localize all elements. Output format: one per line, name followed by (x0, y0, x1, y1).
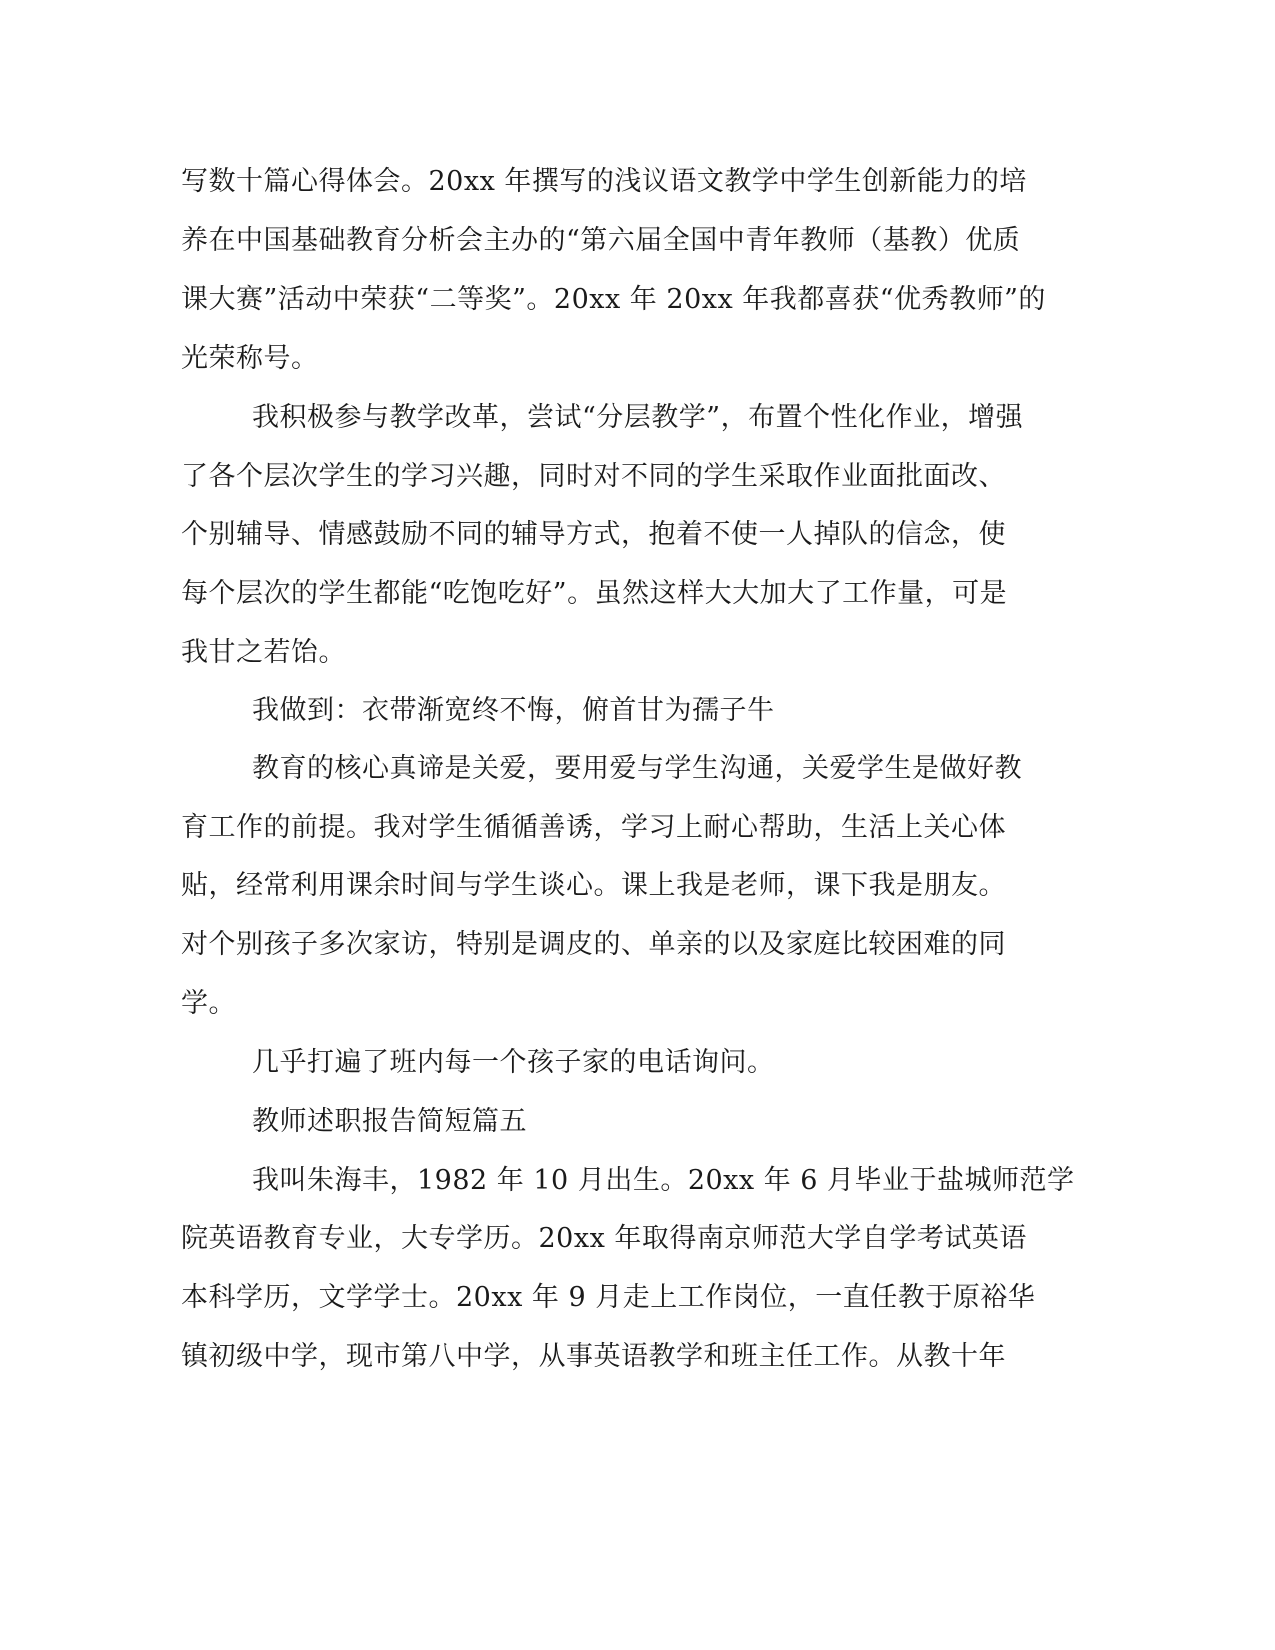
paragraph-start-line: 我叫朱海丰，1982 年 10 月出生。20xx 年 6 月毕业于盐城师范学 (252, 1165, 1075, 1196)
text-line: 镇初级中学，现市第八中学，从事英语教学和班主任工作。从教十年 (181, 1341, 1006, 1372)
text-line: 课大赛”活动中荣获“二等奖”。20xx 年 20xx 年我都喜获“优秀教师”的 (181, 284, 1046, 315)
text-line: 我甘之若饴。 (181, 637, 346, 668)
text-line: 养在中国基础教育分析会主办的“第六届全国中青年教师（基教）优质 (181, 225, 1021, 256)
text-line: 贴，经常利用课余时间与学生谈心。课上我是老师，课下我是朋友。 (181, 870, 1006, 901)
text-line: 对个别孩子多次家访，特别是调皮的、单亲的以及家庭比较困难的同 (181, 929, 1006, 960)
text-line: 光荣称号。 (181, 343, 319, 374)
paragraph-start-line: 几乎打遍了班内每一个孩子家的电话询问。 (252, 1047, 775, 1078)
text-line: 院英语教育专业，大专学历。20xx 年取得南京师范大学自学考试英语 (181, 1223, 1027, 1254)
text-line: 个别辅导、情感鼓励不同的辅导方式，抱着不使一人掉队的信念，使 (181, 519, 1006, 550)
text-line: 了各个层次学生的学习兴趣，同时对不同的学生采取作业面批面改、 (181, 461, 1006, 492)
paragraph-start-line: 教育的核心真谛是关爱，要用爱与学生沟通，关爱学生是做好教 (252, 753, 1022, 784)
text-line: 育工作的前提。我对学生循循善诱，学习上耐心帮助，生活上关心体 (181, 812, 1006, 843)
text-line: 本科学历，文学学士。20xx 年 9 月走上工作岗位，一直任教于原裕华 (181, 1282, 1036, 1313)
text-line: 每个层次的学生都能“吃饱吃好”。虽然这样大大加大了工作量，可是 (181, 578, 1008, 609)
text-line: 写数十篇心得体会。20xx 年撰写的浅议语文教学中学生创新能力的培 (181, 166, 1027, 197)
paragraph-start-line: 我积极参与教学改革，尝试“分层教学”，布置个性化作业，增强 (252, 402, 1024, 433)
section-heading: 教师述职报告简短篇五 (252, 1106, 527, 1137)
text-line: 学。 (181, 988, 236, 1019)
paragraph-start-line: 我做到：衣带渐宽终不悔，俯首甘为孺子牛 (252, 695, 775, 726)
